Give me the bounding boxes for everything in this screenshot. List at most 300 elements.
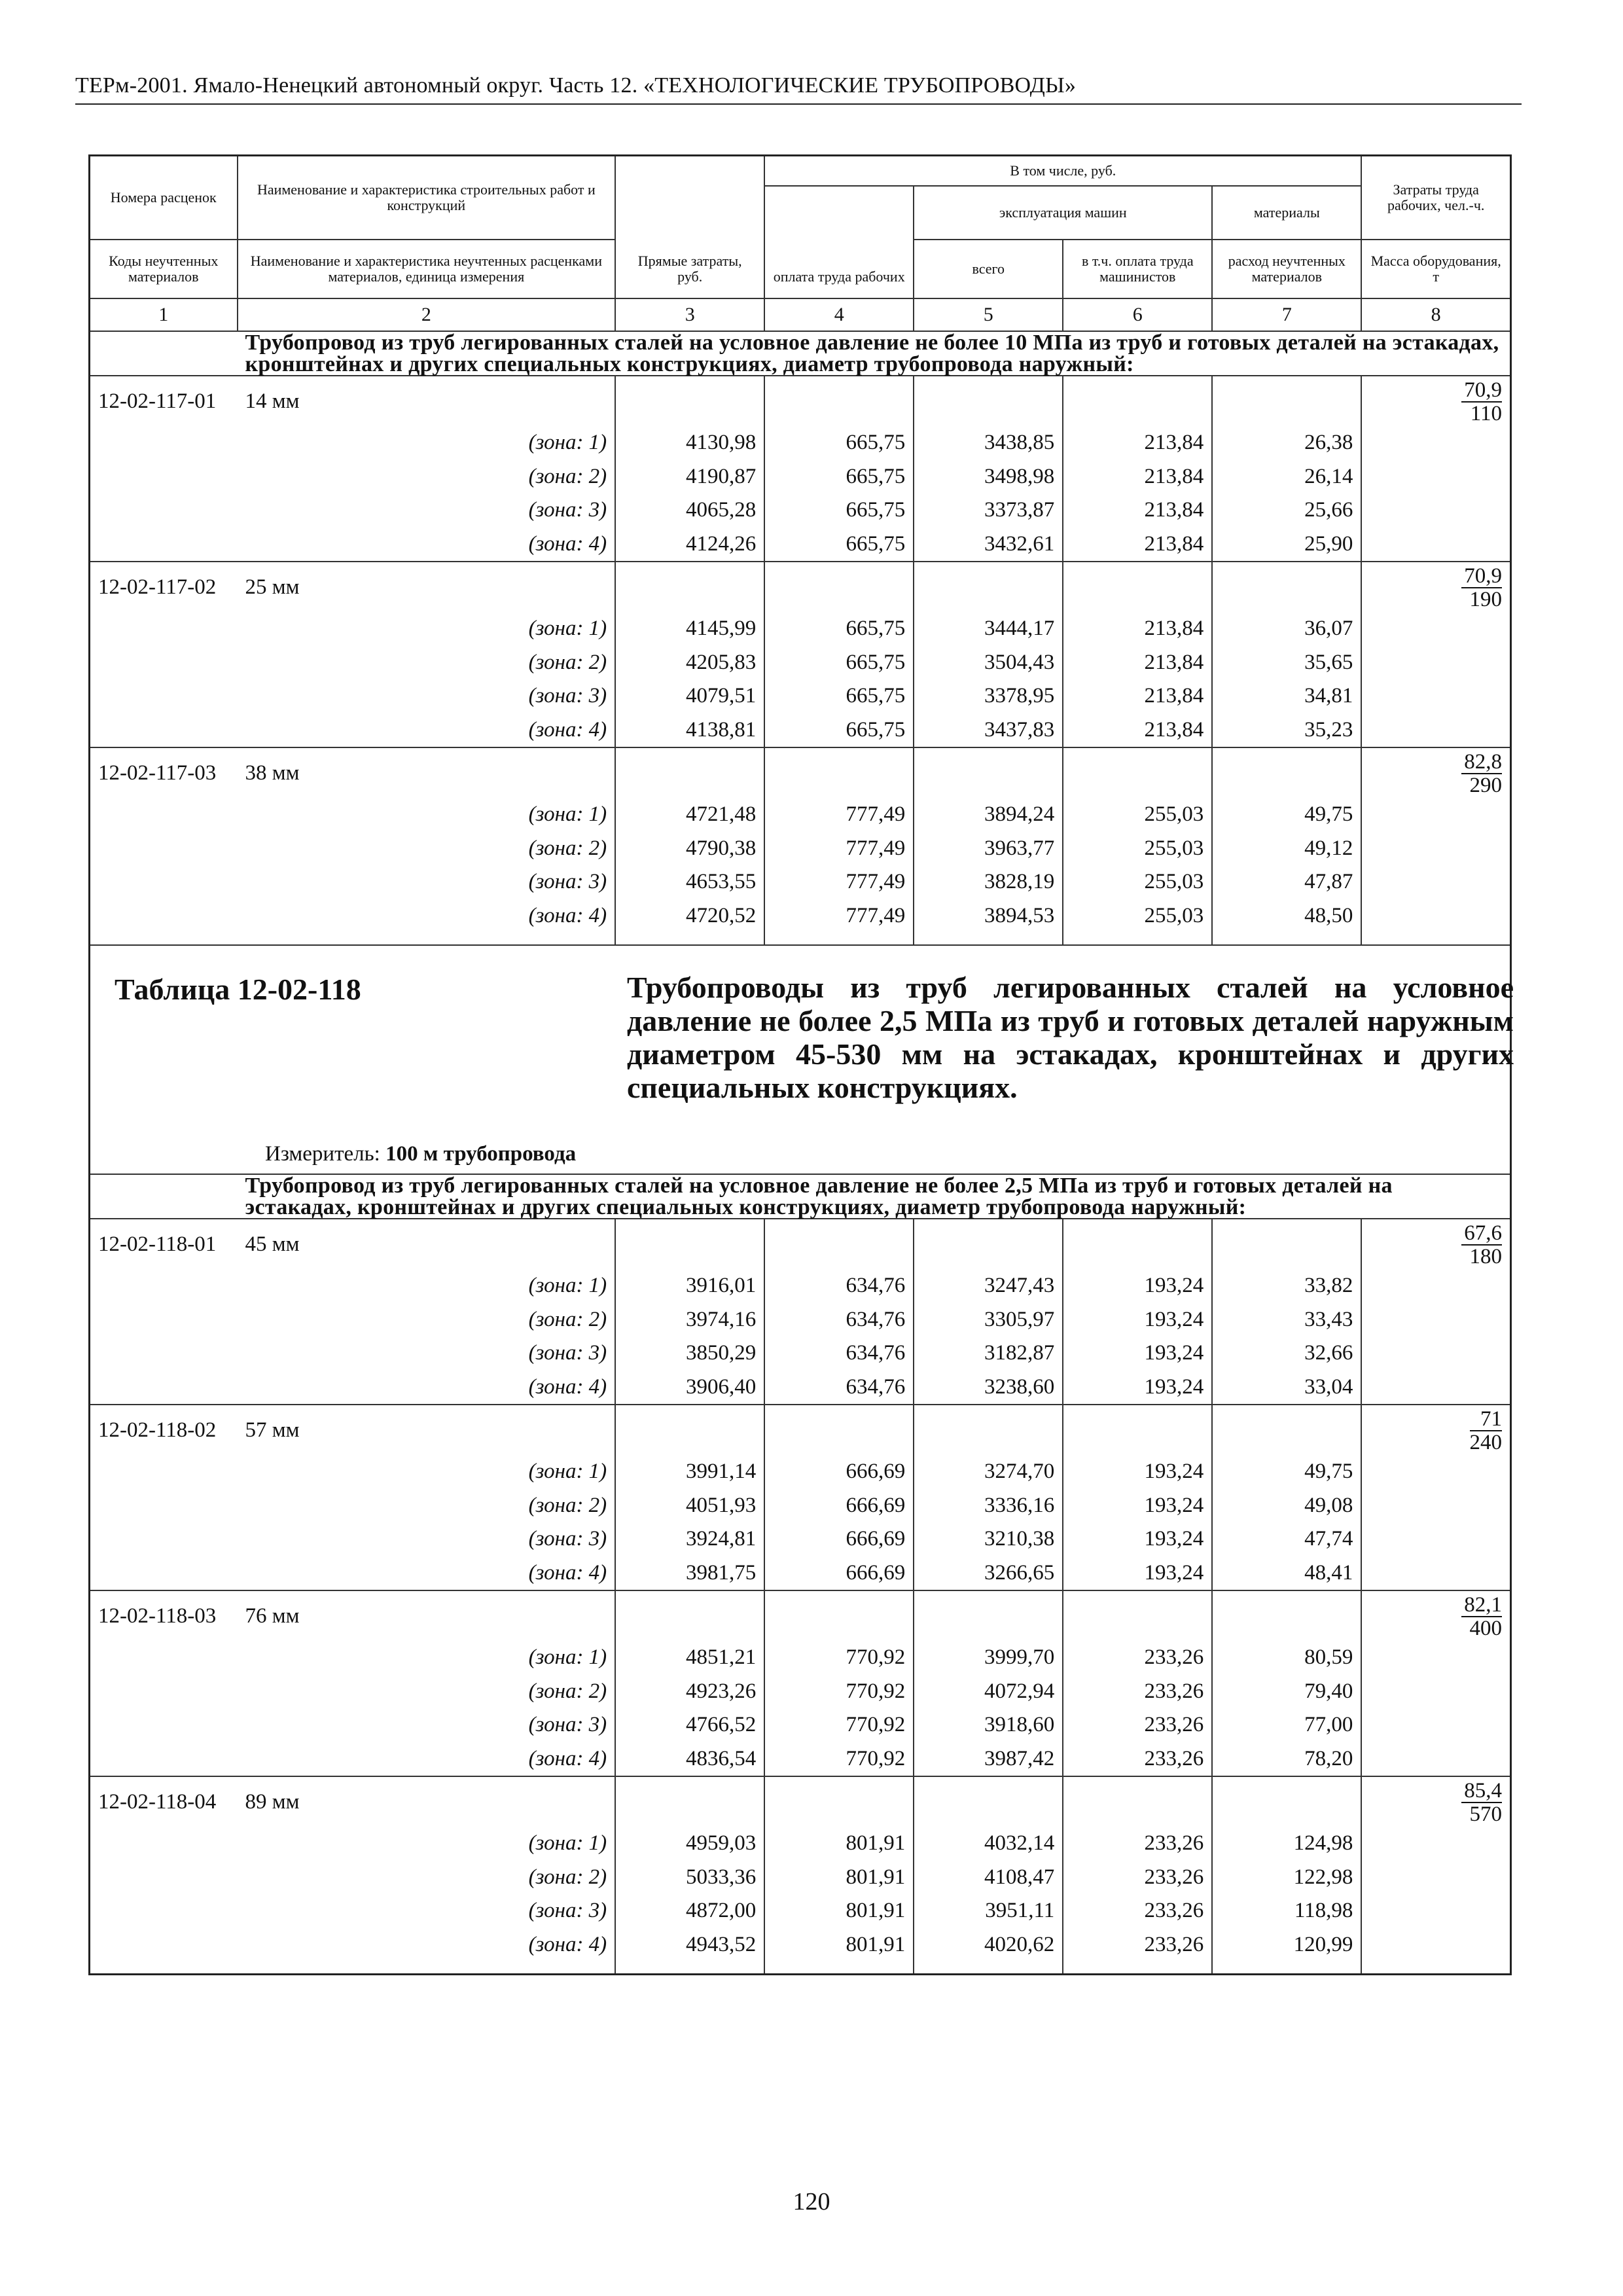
zone-row: [90, 612, 1511, 646]
wages: 801,91: [764, 1928, 914, 1962]
zone-label: (зона: 4): [528, 1374, 607, 1399]
materials-cost: 33,82: [1212, 1269, 1361, 1303]
zone-label: (зона: 4): [528, 903, 607, 927]
empty-cell: [1063, 747, 1212, 798]
empty-cell: [1361, 832, 1510, 866]
materials-cost: 26,38: [1212, 426, 1361, 460]
rate-code: 12-02-117-01: [90, 376, 238, 426]
empty-cell: [1361, 713, 1510, 748]
empty-cell: [1361, 933, 1510, 945]
empty-cell: [90, 1371, 238, 1405]
empty-cell: [1063, 1776, 1212, 1827]
operator-wages: 233,26: [1063, 1641, 1212, 1675]
operator-wages: 233,26: [1063, 1742, 1212, 1777]
zone-row: [90, 528, 1511, 562]
materials-cost: 47,87: [1212, 865, 1361, 899]
operator-wages: 213,84: [1063, 460, 1212, 494]
empty-cell: [1361, 1894, 1510, 1928]
direct-cost: 3974,16: [615, 1303, 764, 1337]
empty-cell: [1361, 1675, 1510, 1709]
empty-cell: [1063, 1962, 1212, 1975]
empty-cell: [764, 933, 914, 945]
empty-cell: [1361, 1827, 1510, 1861]
zone-label: (зона: 3): [528, 1713, 607, 1737]
empty-cell: [1361, 1641, 1510, 1675]
materials-cost: 48,41: [1212, 1556, 1361, 1591]
rate-name: 38 мм: [238, 747, 616, 798]
wages: 666,69: [764, 1489, 914, 1523]
operator-wages: 233,26: [1063, 1894, 1212, 1928]
empty-cell: [1361, 1489, 1510, 1523]
empty-cell: [90, 1522, 238, 1556]
wages: 665,75: [764, 460, 914, 494]
machine-cost: 3210,38: [914, 1522, 1063, 1556]
machine-cost: 3266,65: [914, 1556, 1063, 1591]
empty-cell: [90, 1455, 238, 1489]
empty-cell: [615, 1962, 764, 1975]
direct-cost: 4721,48: [615, 798, 764, 832]
empty-cell: [615, 1590, 764, 1641]
operator-wages: 233,26: [1063, 1928, 1212, 1962]
zone-row: [90, 832, 1511, 866]
machine-cost: 4072,94: [914, 1675, 1063, 1709]
direct-cost: 4145,99: [615, 612, 764, 646]
zone-label: (зона: 3): [528, 1527, 607, 1551]
materials-cost: 77,00: [1212, 1708, 1361, 1742]
rate-row: [90, 1405, 1511, 1455]
machine-cost: 3894,53: [914, 899, 1063, 933]
materials-cost: 25,90: [1212, 528, 1361, 562]
empty-cell: [1361, 1556, 1510, 1591]
col-num: 6: [1063, 298, 1212, 331]
zone-label: (зона: 4): [528, 531, 607, 556]
labor-mass-fraction: [1361, 1405, 1510, 1455]
zone-row: [90, 646, 1511, 680]
materials-cost: 26,14: [1212, 460, 1361, 494]
equipment-mass: 180: [1469, 1245, 1502, 1268]
zone-row: [90, 1742, 1511, 1777]
rate-row: [90, 1590, 1511, 1641]
zone-row: [90, 1371, 1511, 1405]
labor-cost: 71: [1470, 1408, 1503, 1431]
rate-name: 45 мм: [238, 1219, 616, 1269]
empty-cell: [615, 933, 764, 945]
zone-row: [90, 493, 1511, 528]
operator-wages: 213,84: [1063, 493, 1212, 528]
machine-cost: 3951,11: [914, 1894, 1063, 1928]
zone-row: [90, 1556, 1511, 1591]
direct-cost: 4923,26: [615, 1675, 764, 1709]
labor-mass-fraction: [1361, 747, 1510, 798]
empty-cell: [90, 865, 238, 899]
rate-name: 14 мм: [238, 376, 616, 426]
zone-label: (зона: 4): [528, 1932, 607, 1956]
operator-wages: 233,26: [1063, 1708, 1212, 1742]
zone-row: [90, 713, 1511, 748]
col-header-vtom: В том числе, руб.: [764, 156, 1361, 187]
empty-cell: [615, 1405, 764, 1455]
empty-cell: [90, 1336, 238, 1371]
labor-cost: 70,9: [1461, 565, 1502, 588]
zone-row: [90, 1675, 1511, 1709]
rates-table: [88, 154, 1512, 1975]
wages: 665,75: [764, 493, 914, 528]
zone-row: [90, 865, 1511, 899]
empty-cell: [1361, 1336, 1510, 1371]
empty-cell: [1063, 562, 1212, 612]
col-header-ekspl: эксплуатация машин: [914, 186, 1212, 240]
zone-row: [90, 679, 1511, 713]
empty-cell: [90, 646, 238, 680]
empty-cell: [90, 1827, 238, 1861]
zone-label: (зона: 3): [528, 1899, 607, 1923]
empty-cell: [1212, 747, 1361, 798]
wages: 665,75: [764, 713, 914, 748]
zone-row: [90, 1269, 1511, 1303]
machine-cost: 3305,97: [914, 1303, 1063, 1337]
materials-cost: 124,98: [1212, 1827, 1361, 1861]
zone-row: [90, 1303, 1511, 1337]
empty-cell: [615, 1776, 764, 1827]
operator-wages: 213,84: [1063, 646, 1212, 680]
empty-cell: [90, 1641, 238, 1675]
materials-cost: 120,99: [1212, 1928, 1361, 1962]
direct-cost: 3924,81: [615, 1522, 764, 1556]
direct-cost: 4190,87: [615, 460, 764, 494]
empty-cell: [764, 1405, 914, 1455]
direct-cost: 4079,51: [615, 679, 764, 713]
machine-cost: 3918,60: [914, 1708, 1063, 1742]
wages: 666,69: [764, 1556, 914, 1591]
materials-cost: 25,66: [1212, 493, 1361, 528]
empty-cell: [914, 1405, 1063, 1455]
zone-label: (зона: 3): [528, 1341, 607, 1365]
zone-label: (зона: 1): [528, 1645, 607, 1670]
empty-cell: [1361, 1742, 1510, 1777]
materials-cost: 35,23: [1212, 713, 1361, 748]
empty-cell: [914, 933, 1063, 945]
empty-cell: [1212, 1962, 1361, 1975]
operator-wages: 213,84: [1063, 612, 1212, 646]
zone-label: (зона: 2): [528, 1307, 607, 1331]
empty-cell: [1212, 1776, 1361, 1827]
empty-cell: [1361, 1928, 1510, 1962]
operator-wages: 255,03: [1063, 899, 1212, 933]
empty-cell: [914, 1962, 1063, 1975]
direct-cost: 3906,40: [615, 1371, 764, 1405]
zone-row: [90, 1928, 1511, 1962]
direct-cost: 4653,55: [615, 865, 764, 899]
zone-row: [90, 1827, 1511, 1861]
rate-code: 12-02-118-04: [90, 1776, 238, 1827]
empty-cell: [90, 933, 238, 945]
rate-code: 12-02-118-02: [90, 1405, 238, 1455]
direct-cost: 4051,93: [615, 1489, 764, 1523]
equipment-mass: 290: [1469, 774, 1502, 797]
empty-cell: [1361, 1861, 1510, 1895]
zone-row: [90, 1708, 1511, 1742]
empty-cell: [1361, 1371, 1510, 1405]
machine-cost: 3373,87: [914, 493, 1063, 528]
measure-label: Измеритель:: [265, 1142, 386, 1166]
labor-mass-fraction: [1361, 562, 1510, 612]
labor-cost: 70,9: [1461, 379, 1502, 403]
page-number: 120: [793, 2188, 830, 2215]
empty-cell: [615, 562, 764, 612]
empty-cell: [90, 1675, 238, 1709]
machine-cost: 4032,14: [914, 1827, 1063, 1861]
zone-row: [90, 1641, 1511, 1675]
machine-cost: 3247,43: [914, 1269, 1063, 1303]
equipment-mass: 190: [1469, 588, 1502, 611]
materials-cost: 33,04: [1212, 1371, 1361, 1405]
materials-cost: 49,75: [1212, 798, 1361, 832]
rate-row: [90, 747, 1511, 798]
wages: 665,75: [764, 646, 914, 680]
operator-wages: 193,24: [1063, 1455, 1212, 1489]
empty-cell: [90, 1894, 238, 1928]
operator-wages: 213,84: [1063, 713, 1212, 748]
empty-cell: [914, 1776, 1063, 1827]
zone-row: [90, 798, 1511, 832]
materials-cost: 122,98: [1212, 1861, 1361, 1895]
rate-name: 57 мм: [238, 1405, 616, 1455]
empty-cell: [1212, 562, 1361, 612]
direct-cost: 4720,52: [615, 899, 764, 933]
rate-name: 76 мм: [238, 1590, 616, 1641]
zone-row: [90, 1455, 1511, 1489]
direct-cost: 4959,03: [615, 1827, 764, 1861]
section-caption: Трубопровод из труб легированных сталей на условное давление не более 2,5 МПа из труб и готовых деталей на эстакадах, кронштейнах и других специальных конструкциях, диаметр трубопровода наружный:: [238, 1174, 1511, 1219]
materials-cost: 47,74: [1212, 1522, 1361, 1556]
empty-cell: [1361, 1708, 1510, 1742]
empty-cell: [1212, 1590, 1361, 1641]
empty-cell: [1361, 528, 1510, 562]
empty-cell: [1361, 646, 1510, 680]
empty-cell: [90, 679, 238, 713]
empty-cell: [1361, 1303, 1510, 1337]
machine-cost: 3336,16: [914, 1489, 1063, 1523]
machine-cost: 4020,62: [914, 1928, 1063, 1962]
machine-cost: 3238,60: [914, 1371, 1063, 1405]
materials-cost: 78,20: [1212, 1742, 1361, 1777]
direct-cost: 3991,14: [615, 1455, 764, 1489]
empty-cell: [914, 562, 1063, 612]
empty-cell: [1063, 376, 1212, 426]
empty-cell: [90, 1708, 238, 1742]
labor-mass-fraction: [1361, 376, 1510, 426]
operator-wages: 255,03: [1063, 798, 1212, 832]
materials-cost: 33,43: [1212, 1303, 1361, 1337]
wages: 801,91: [764, 1861, 914, 1895]
direct-cost: 3981,75: [615, 1556, 764, 1591]
col-header-nomera: Номера расценок: [90, 156, 238, 240]
direct-cost: 3850,29: [615, 1336, 764, 1371]
wages: 777,49: [764, 899, 914, 933]
empty-cell: [1063, 1405, 1212, 1455]
rate-name: 25 мм: [238, 562, 616, 612]
operator-wages: 193,24: [1063, 1489, 1212, 1523]
caption-spacer: [90, 331, 238, 376]
empty-cell: [1361, 612, 1510, 646]
zone-label: (зона: 1): [528, 802, 607, 827]
machine-cost: 3987,42: [914, 1742, 1063, 1777]
measure-value: 100 м трубопровода: [385, 1142, 577, 1166]
operator-wages: 193,24: [1063, 1556, 1212, 1591]
direct-cost: 4065,28: [615, 493, 764, 528]
zone-label: (зона: 2): [528, 836, 607, 860]
empty-cell: [1063, 933, 1212, 945]
materials-cost: 49,12: [1212, 832, 1361, 866]
wages: 634,76: [764, 1303, 914, 1337]
materials-cost: 79,40: [1212, 1675, 1361, 1709]
equipment-mass: 400: [1469, 1617, 1502, 1640]
operator-wages: 213,84: [1063, 528, 1212, 562]
empty-cell: [90, 460, 238, 494]
machine-cost: 3437,83: [914, 713, 1063, 748]
empty-cell: [615, 1219, 764, 1269]
col-header-naim2: Наименование и характеристика неучтенных расценками материалов, единица измерения: [238, 240, 616, 298]
labor-cost: 82,8: [1461, 751, 1502, 774]
empty-cell: [90, 1269, 238, 1303]
machine-cost: 3378,95: [914, 679, 1063, 713]
zone-label: (зона: 1): [528, 1460, 607, 1484]
zone-label: (зона: 4): [528, 1560, 607, 1585]
rate-code: 12-02-118-03: [90, 1590, 238, 1641]
measure-unit: [265, 1142, 576, 1166]
wages: 634,76: [764, 1371, 914, 1405]
machine-cost: 3963,77: [914, 832, 1063, 866]
materials-cost: 118,98: [1212, 1894, 1361, 1928]
zone-label: (зона: 4): [528, 717, 607, 742]
zone-label: (зона: 1): [528, 1831, 607, 1856]
table-description: Трубопроводы из труб легированных сталей на условное давление не более 2,5 МПа из труб и готовых деталей наружным диаметром 45-530 мм на эстакадах, кронштейнах и других специальных конструкциях.: [627, 971, 1514, 1104]
zone-row: [90, 899, 1511, 933]
operator-wages: 213,84: [1063, 679, 1212, 713]
empty-cell: [914, 747, 1063, 798]
empty-cell: [914, 1590, 1063, 1641]
operator-wages: 255,03: [1063, 865, 1212, 899]
empty-cell: [764, 376, 914, 426]
zone-label: (зона: 3): [528, 870, 607, 894]
machine-cost: 3504,43: [914, 646, 1063, 680]
materials-cost: 49,75: [1212, 1455, 1361, 1489]
rate-name: 89 мм: [238, 1776, 616, 1827]
section-118: [90, 1174, 1511, 1975]
empty-cell: [615, 747, 764, 798]
empty-cell: [90, 1962, 238, 1975]
labor-mass-fraction: [1361, 1590, 1510, 1641]
col-num: 3: [615, 298, 764, 331]
operator-wages: 193,24: [1063, 1269, 1212, 1303]
wages: 770,92: [764, 1742, 914, 1777]
empty-cell: [764, 1219, 914, 1269]
machine-cost: 4108,47: [914, 1861, 1063, 1895]
zone-row: [90, 460, 1511, 494]
empty-cell: [90, 1556, 238, 1591]
materials-cost: 35,65: [1212, 646, 1361, 680]
machine-cost: 3999,70: [914, 1641, 1063, 1675]
direct-cost: 4790,38: [615, 832, 764, 866]
materials-cost: 32,66: [1212, 1336, 1361, 1371]
caption-spacer: [90, 1174, 238, 1219]
wages: 665,75: [764, 426, 914, 460]
wages: 634,76: [764, 1336, 914, 1371]
empty-cell: [90, 1303, 238, 1337]
empty-cell: [1361, 865, 1510, 899]
empty-cell: [1361, 679, 1510, 713]
zone-row: [90, 1861, 1511, 1895]
machine-cost: 3444,17: [914, 612, 1063, 646]
zone-row: [90, 1336, 1511, 1371]
col-header-vsego: всего: [914, 240, 1063, 298]
col-header-vtch: в т.ч. оплата труда машинистов: [1063, 240, 1212, 298]
direct-cost: 5033,36: [615, 1861, 764, 1895]
empty-cell: [764, 1962, 914, 1975]
machine-cost: 3498,98: [914, 460, 1063, 494]
empty-cell: [1361, 493, 1510, 528]
empty-cell: [1063, 1219, 1212, 1269]
wages: 770,92: [764, 1708, 914, 1742]
operator-wages: 193,24: [1063, 1522, 1212, 1556]
operator-wages: 193,24: [1063, 1371, 1212, 1405]
empty-cell: [914, 1219, 1063, 1269]
empty-cell: [1361, 426, 1510, 460]
materials-cost: 48,50: [1212, 899, 1361, 933]
zone-label: (зона: 2): [528, 1865, 607, 1889]
col-num: 8: [1361, 298, 1510, 331]
empty-cell: [238, 933, 616, 945]
materials-cost: 80,59: [1212, 1641, 1361, 1675]
empty-cell: [1063, 1590, 1212, 1641]
materials-cost: 34,81: [1212, 679, 1361, 713]
col-header-pryamye: Прямые затраты, руб.: [615, 156, 764, 299]
operator-wages: 233,26: [1063, 1675, 1212, 1709]
empty-cell: [615, 376, 764, 426]
equipment-mass: 240: [1469, 1431, 1502, 1454]
operator-wages: 213,84: [1063, 426, 1212, 460]
empty-cell: [1212, 933, 1361, 945]
wages: 770,92: [764, 1641, 914, 1675]
labor-mass-fraction: [1361, 1219, 1510, 1269]
direct-cost: 4766,52: [615, 1708, 764, 1742]
col-header-massa: Масса оборудования, т: [1361, 240, 1510, 298]
direct-cost: 4943,52: [615, 1928, 764, 1962]
zone-label: (зона: 4): [528, 1746, 607, 1770]
empty-cell: [1361, 798, 1510, 832]
operator-wages: 193,24: [1063, 1303, 1212, 1337]
direct-cost: 4130,98: [615, 426, 764, 460]
wages: 801,91: [764, 1894, 914, 1928]
page-header: ТЕРм-2001. Ямало-Ненецкий автономный округ. Часть 12. «ТЕХНОЛОГИЧЕСКИЕ ТРУБОПРОВОДЫ»: [75, 73, 1522, 105]
wages: 777,49: [764, 798, 914, 832]
wages: 770,92: [764, 1675, 914, 1709]
direct-cost: 3916,01: [615, 1269, 764, 1303]
zone-label: (зона: 1): [528, 617, 607, 641]
empty-cell: [90, 713, 238, 748]
zone-label: (зона: 2): [528, 1679, 607, 1703]
rate-code: 12-02-118-01: [90, 1219, 238, 1269]
zone-label: (зона: 1): [528, 431, 607, 455]
zone-label: (зона: 2): [528, 1493, 607, 1517]
empty-cell: [90, 528, 238, 562]
direct-cost: 4872,00: [615, 1894, 764, 1928]
empty-cell: [238, 1962, 616, 1975]
direct-cost: 4124,26: [615, 528, 764, 562]
empty-cell: [90, 1742, 238, 1777]
rate-code: 12-02-117-02: [90, 562, 238, 612]
operator-wages: 193,24: [1063, 1336, 1212, 1371]
